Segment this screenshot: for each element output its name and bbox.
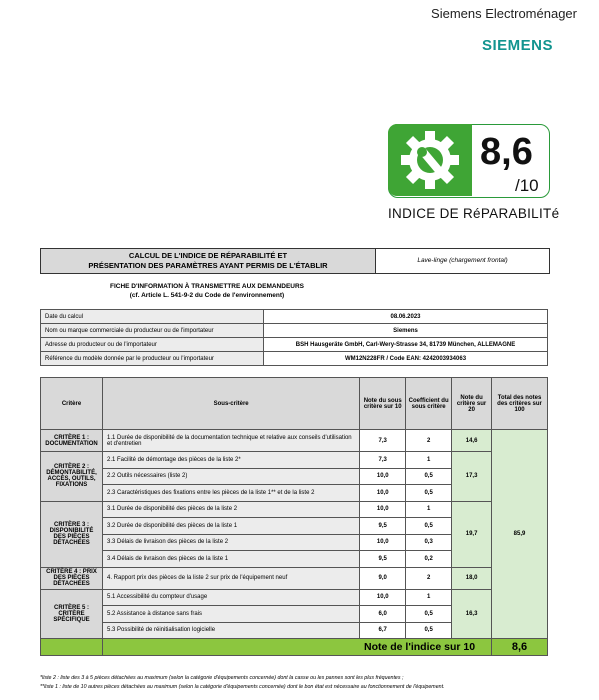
fiche-heading xyxy=(40,282,374,300)
criterion-score: 14,6 xyxy=(452,430,492,452)
total-100: 85,9 xyxy=(492,430,548,639)
info-row xyxy=(41,310,548,324)
sub-criterion-label: 2.3 Caractéristiques des fixations entre les pièces de la liste 1** et de la liste 2 xyxy=(102,485,359,502)
info-label: Nom ou marque commerciale du producteur ou de l'importateur xyxy=(41,324,264,338)
info-label: Adresse du producteur ou de l'importateur xyxy=(41,338,264,352)
sub-criterion-note: 10,0 xyxy=(360,485,406,502)
table-header-row xyxy=(41,378,548,430)
sub-criterion-coef: 1 xyxy=(406,452,452,469)
table-row xyxy=(41,567,548,589)
sub-criterion-coef: 0,2 xyxy=(406,551,452,568)
criterion-score: 18,0 xyxy=(452,567,492,589)
info-value: BSH Hausgeräte GmbH, Carl-Wery-Strasse 34, 81739 München, ALLEMAGNE xyxy=(264,338,548,352)
info-value: Siemens xyxy=(264,324,548,338)
title-line-2: PRÉSENTATION DES PARAMÈTRES AYANT PERMIS DE L'ÉTABLIR xyxy=(88,261,328,270)
repair-score: 8,6 xyxy=(480,131,533,173)
sub-criterion-coef: 0,5 xyxy=(406,485,452,502)
header-sous-critere: Sous-critère xyxy=(102,378,359,430)
sub-criterion-label: 3.3 Délais de livraison des pièces de la liste 2 xyxy=(102,534,359,551)
sub-criterion-label: 5.3 Possibilité de réinitialisation logicielle xyxy=(102,622,359,639)
sub-criterion-coef: 0,3 xyxy=(406,534,452,551)
header-critere: Critère xyxy=(41,378,103,430)
sub-criterion-note: 7,3 xyxy=(360,452,406,469)
info-value: WM12N228FR / Code EAN: 4242003934063 xyxy=(264,352,548,366)
footnote-list-1: **liste 1 : liste de 10 autres pièces détachées au maximum (selon la catégorie d'équipements concernée) dont le bon état est nécessaire au fonctionnement de l'équipement. xyxy=(40,684,445,690)
header-coef: Coefficient du sous critère xyxy=(406,378,452,430)
sub-criterion-coef: 0,5 xyxy=(406,468,452,485)
product-type: Lave-linge (chargement frontal) xyxy=(376,249,549,273)
criteria-table xyxy=(40,377,548,656)
info-label: Référence du modèle donnée par le producteur ou l'importateur xyxy=(41,352,264,366)
final-score-label: Note de l'indice sur 10 xyxy=(102,639,491,656)
table-row xyxy=(41,430,548,452)
sub-criterion-label: 2.2 Outils nécessaires (liste 2) xyxy=(102,468,359,485)
sub-criterion-coef: 1 xyxy=(406,589,452,606)
brand-line: Siemens Electroménager xyxy=(431,6,577,21)
footnote-list-2: *liste 2 : liste des 3 à 5 pièces détachées au maximum (selon la catégorie d'équipements concernée) dont la casse ou les pannes sont les plus fréquentes ; xyxy=(40,675,404,681)
sub-criterion-coef: 1 xyxy=(406,501,452,518)
criterion-name: CRITÈRE 1 : DOCUMENTATION xyxy=(41,430,103,452)
gear-wrench-icon xyxy=(394,128,466,192)
sub-criterion-note: 10,0 xyxy=(360,501,406,518)
table-row xyxy=(41,589,548,606)
criterion-score: 17,3 xyxy=(452,452,492,502)
repairability-logo xyxy=(388,124,560,224)
sub-criterion-label: 5.2 Assistance à distance sans frais xyxy=(102,606,359,623)
repair-index-caption: INDICE DE RéPARABILITé xyxy=(388,206,560,221)
sub-criterion-coef: 0,5 xyxy=(406,518,452,535)
criterion-name: CRITÈRE 3 : DISPONIBILITÉ DES PIÈCES DÉTACHÉES xyxy=(41,501,103,567)
info-row xyxy=(41,338,548,352)
final-blank xyxy=(41,639,103,656)
fiche-line-1: FICHE D'INFORMATION À TRANSMETTRE AUX DEMANDEURS xyxy=(109,283,304,290)
info-table xyxy=(40,309,548,366)
document-header xyxy=(40,248,550,274)
info-row xyxy=(41,324,548,338)
sub-criterion-coef: 2 xyxy=(406,430,452,452)
repair-score-denominator: /10 xyxy=(515,176,539,195)
sub-criterion-note: 10,0 xyxy=(360,589,406,606)
sub-criterion-label: 5.1 Accessibilité du compteur d'usage xyxy=(102,589,359,606)
sub-criterion-label: 4. Rapport prix des pièces de la liste 2 sur prix de l'équipement neuf xyxy=(102,567,359,589)
sub-criterion-note: 9,5 xyxy=(360,518,406,535)
header-note: Note du sous critère sur 10 xyxy=(360,378,406,430)
info-label: Date du calcul xyxy=(41,310,264,324)
sub-criterion-note: 10,0 xyxy=(360,468,406,485)
info-value: 08.06.2023 xyxy=(264,310,548,324)
criterion-name: CRITÈRE 4 : PRIX DES PIÈCES DÉTACHÉES xyxy=(41,567,103,589)
table-row xyxy=(41,452,548,469)
sub-criterion-coef: 2 xyxy=(406,567,452,589)
title-line-1: CALCUL DE L'INDICE DE RÉPARABILITÉ ET xyxy=(128,251,288,260)
sub-criterion-label: 2.1 Facilité de démontage des pièces de la liste 2* xyxy=(102,452,359,469)
sub-criterion-label: 3.1 Durée de disponibilité des pièces de la liste 2 xyxy=(102,501,359,518)
sub-criterion-coef: 0,5 xyxy=(406,606,452,623)
header-note20: Note du critère sur 20 xyxy=(452,378,492,430)
sub-criterion-note: 9,0 xyxy=(360,567,406,589)
criterion-score: 19,7 xyxy=(452,501,492,567)
sub-criterion-note: 10,0 xyxy=(360,534,406,551)
sub-criterion-note: 6,0 xyxy=(360,606,406,623)
sub-criterion-note: 9,5 xyxy=(360,551,406,568)
final-score-row xyxy=(41,639,548,656)
final-score-value: 8,6 xyxy=(492,639,548,656)
sub-criterion-note: 6,7 xyxy=(360,622,406,639)
header-total: Total des notes des critères sur 100 xyxy=(492,378,548,430)
siemens-logo: SIEMENS xyxy=(481,37,553,54)
sub-criterion-label: 3.4 Délais de livraison des pièces de la liste 1 xyxy=(102,551,359,568)
sub-criterion-coef: 0,5 xyxy=(406,622,452,639)
sub-criterion-note: 7,3 xyxy=(360,430,406,452)
criterion-name: CRITÈRE 5 : CRITÈRE SPÉCIFIQUE xyxy=(41,589,103,639)
sub-criterion-label: 3.2 Durée de disponibilité des pièces de la liste 1 xyxy=(102,518,359,535)
info-row xyxy=(41,352,548,366)
document-title xyxy=(41,249,376,273)
criterion-name: CRITÈRE 2 : DÉMONTABILITÉ, ACCÈS, OUTILS, FIXATIONS xyxy=(41,452,103,502)
criterion-score: 16,3 xyxy=(452,589,492,639)
table-row xyxy=(41,501,548,518)
sub-criterion-label: 1.1 Durée de disponibilité de la documentation technique et relative aux conseils d'utilisation et d'entretien xyxy=(102,430,359,452)
fiche-line-2: (cf. Article L. 541-9-2 du Code de l'environnement) xyxy=(129,292,285,299)
